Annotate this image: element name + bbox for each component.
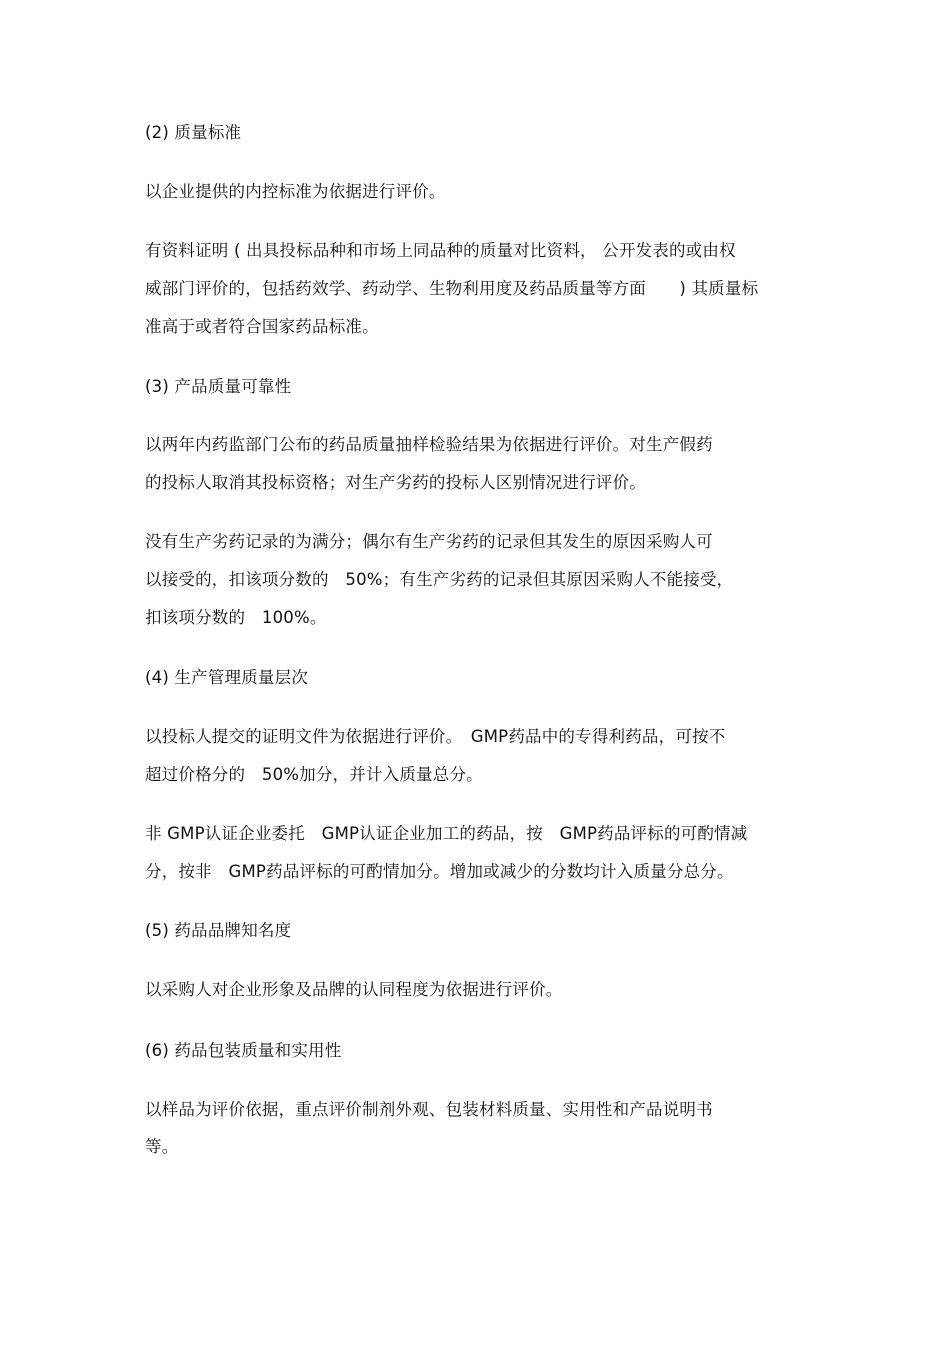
paragraph-line: 分，按非 GMP药品评标的可酌情加分。增加或减少的分数均计入质量分总分。 [145, 862, 734, 881]
section-heading-brand-awareness: (5) 药品品牌知名度 [145, 921, 292, 940]
paragraph-line: 有资料证明 ( 出具投标品种和市场上同品种的质量对比资料， 公开发表的或由权 [145, 241, 736, 260]
paragraph-line: 以接受的，扣该项分数的 50%；有生产劣药的记录但其原因采购人不能接受， [145, 570, 734, 589]
paragraph-line: 以两年内药监部门公布的药品质量抽样检验结果为依据进行评价。对生产假药 [145, 435, 713, 454]
paragraph-line: 以采购人对企业形象及品牌的认同程度为依据进行评价。 [145, 980, 563, 999]
section-heading-product-reliability: (3) 产品质量可靠性 [145, 377, 292, 396]
paragraph-line: 准高于或者符合国家药品标准。 [145, 317, 379, 336]
paragraph-line: 的投标人取消其投标资格；对生产劣药的投标人区别情况进行评价。 [145, 473, 646, 492]
section-heading-production-management: (4) 生产管理质量层次 [145, 668, 309, 687]
paragraph-line: 没有生产劣药记录的为满分；偶尔有生产劣药的记录但其发生的原因采购人可 [145, 532, 713, 551]
paragraph-line: 超过价格分的 50%加分，并计入质量总分。 [145, 765, 483, 784]
paragraph-line: 非 GMP认证企业委托 GMP认证企业加工的药品，按 GMP药品评标的可酌情减 [145, 824, 748, 843]
paragraph-line: 以投标人提交的证明文件为依据进行评价。 GMP药品中的专得利药品，可按不 [145, 727, 726, 746]
paragraph-line: 扣该项分数的 100%。 [145, 608, 327, 627]
paragraph-line: 以企业提供的内控标准为依据进行评价。 [145, 182, 446, 201]
paragraph-line: 威部门评价的，包括药效学、药动学、生物利用度及药品质量等方面 ) 其质量标 [145, 279, 759, 298]
paragraph-line: 等。 [145, 1137, 179, 1156]
paragraph-line: 以样品为评价依据，重点评价制剂外观、包装材料质量、实用性和产品说明书 [145, 1100, 713, 1119]
section-heading-quality-standard: (2) 质量标准 [145, 123, 242, 142]
section-heading-packaging-quality: (6) 药品包装质量和实用性 [145, 1041, 342, 1060]
